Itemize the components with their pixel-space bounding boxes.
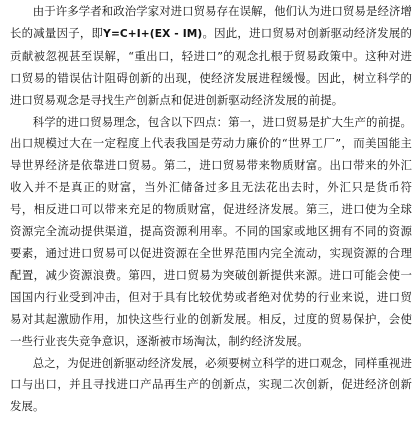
paragraph-3: 总之，为促进创新驱动经济发展，必须要树立科学的进口观念，同样重视进口与出口，并且寻找进口产品再生产的创新点，实现二次创新，促进经济创新发展。 xyxy=(10,355,412,414)
paragraph-1 xyxy=(10,1,412,112)
paragraph-1-text-after: 。因此，进口贸易对创新驱动经济发展的贡献被忽视甚至误解，“重出口，轻进口”的观念扎根于贸易政策中。这种对进口贸易的错误估计阻碍创新的出现，使经济发展进程缓慢。因此，树立科学的进口贸易观念是寻找生产创新点和促进创新驱动经济发展的前提。 xyxy=(10,25,412,107)
gdp-formula: Y=C+I+(EX - IM) xyxy=(103,27,203,40)
document-body xyxy=(10,1,412,418)
paragraph-2: 科学的进口贸易理念，包含以下四点：第一，进口贸易是扩大生产的前提。出口规模过大在一定程度上代表我国是劳动力廉价的“世界工厂”，而美国能主导世界经济是依靠进口贸易。第二，进口贸易带来物质财富。出口带来的外汇收入并不是真正的财富，当外汇储备过多且无法花出去时，外汇只是货币符号，相反进口可以带来充足的物质财富，促进经济发展。第三，进口使为全球资源完全流动提供渠道，提高资源利用率。不同的国家或地区拥有不同的资源要素，通过进口贸易可以促进资源在全世界范围内完全流动，实现资源的合理配置，减少资源浪费。第四，进口贸易为突破创新提供来源。进口可能会使一国国内行业受到冲击，但对于具有比较优势或者绝对优势的行业来说，进口贸易对其起激励作用，加快这些行业的创新发展。相反，过度的贸易保护，会使一些行业丧失竞争意识，逐渐被市场淘汰，制约经济发展。 xyxy=(10,114,412,348)
paragraph-1-text-before: 由于许多学者和政治学家对进口贸易存在误解，他们认为进口贸易是经济增长的减量因子，即 xyxy=(10,4,412,40)
